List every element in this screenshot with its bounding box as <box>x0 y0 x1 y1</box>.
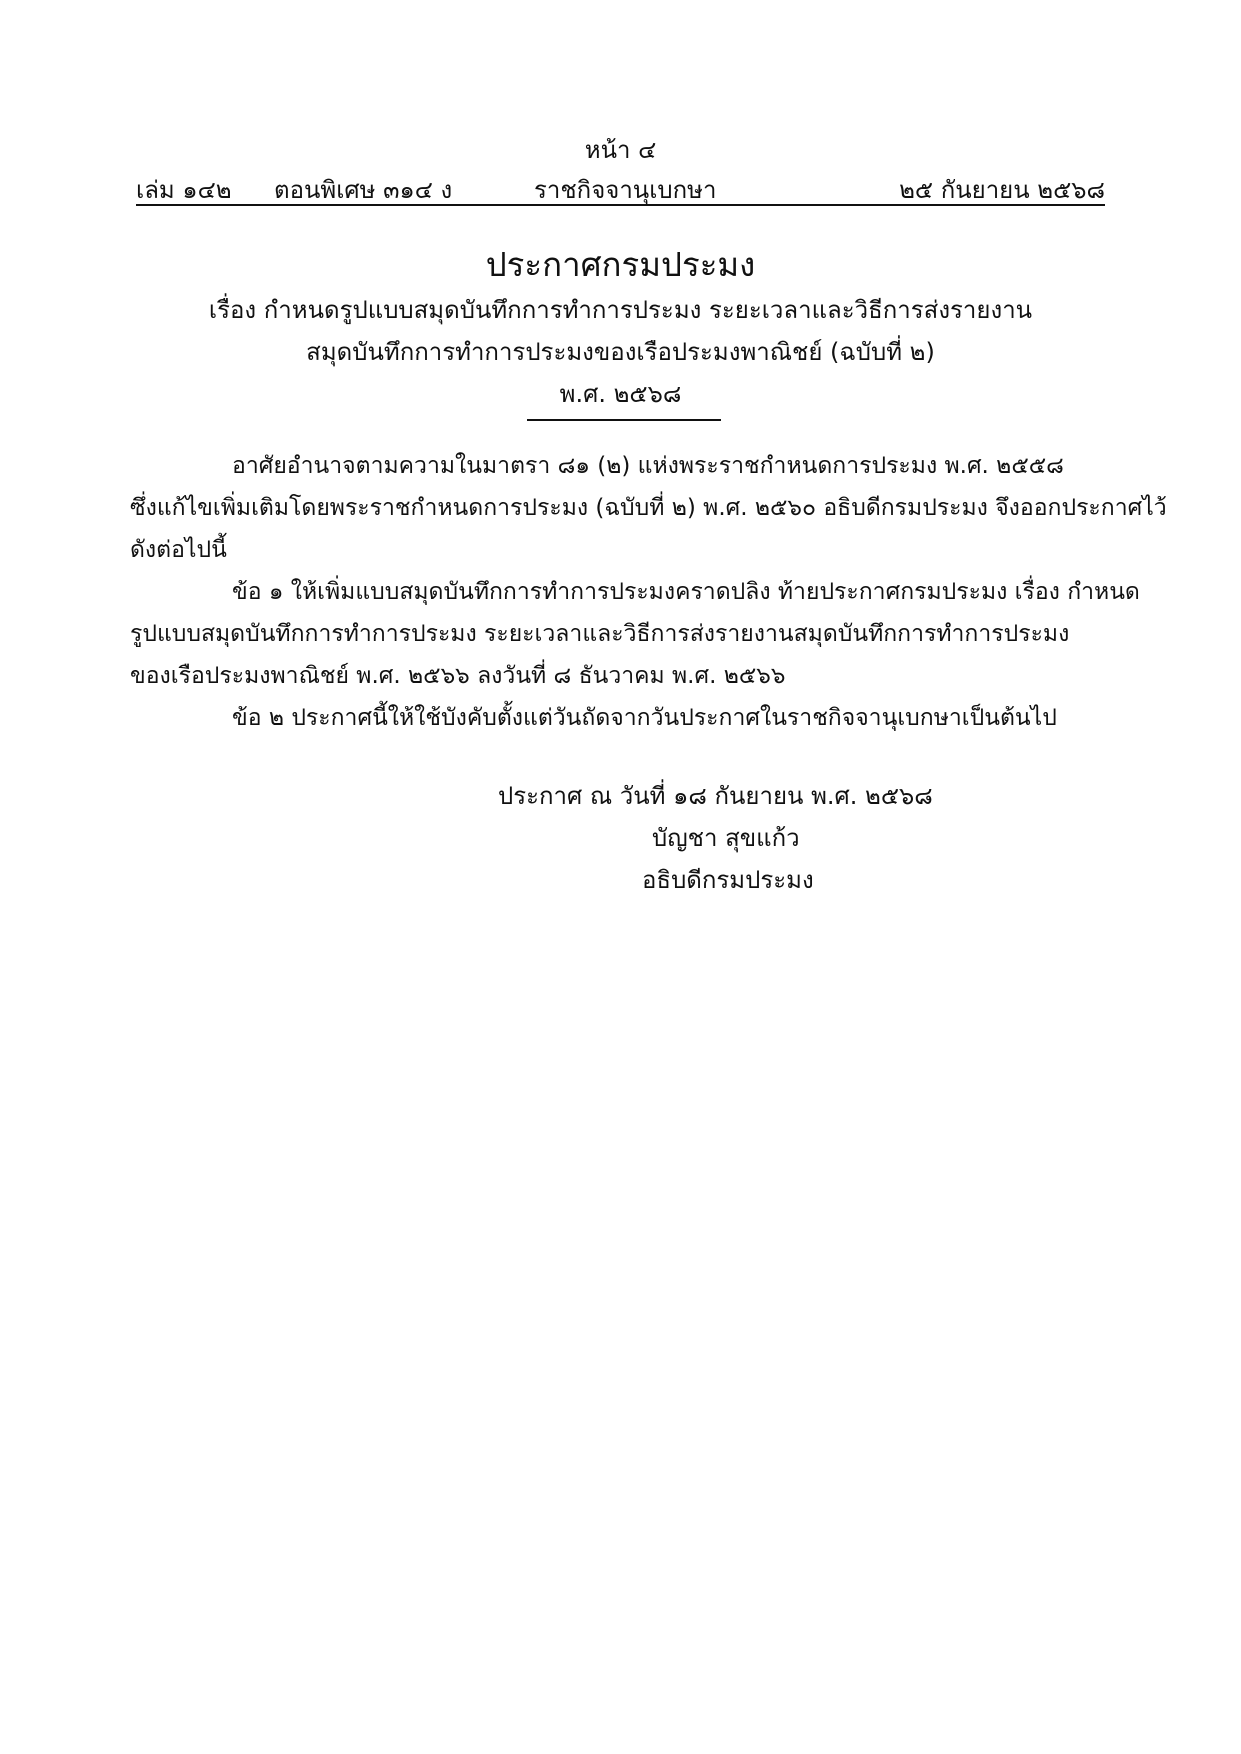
subject-line-2: สมุดบันทึกการทำการประมงของเรือประมงพาณิชย์ (ฉบับที่ ๒) <box>306 338 935 366</box>
header-rule <box>136 204 1105 206</box>
header-publication: ราชกิจจานุเบกษา <box>534 176 717 204</box>
title-divider <box>527 419 721 421</box>
header-date: ๒๕ กันยายน ๒๕๖๘ <box>899 176 1105 204</box>
header-volume: เล่ม ๑๔๒ <box>136 176 232 204</box>
preamble-line-3: ดังต่อไปนี้ <box>130 537 227 563</box>
preamble-line-2: ซึ่งแก้ไขเพิ่มเติมโดยพระราชกำหนดการประมง (ฉบับที่ ๒) พ.ศ. ๒๕๖๐ อธิบดีกรมประมง จึงออกประกาศไว้ <box>130 495 1167 521</box>
clause-1-line-1: ข้อ ๑ ให้เพิ่มแบบสมุดบันทึกการทำการประมงคราดปลิง ท้ายประกาศกรมประมง เรื่อง กำหนด <box>232 579 1140 605</box>
clause-1-line-2: รูปแบบสมุดบันทึกการทำการประมง ระยะเวลาและวิธีการส่งรายงานสมุดบันทึกการทำการประมง <box>130 621 1070 647</box>
signature-date: ประกาศ ณ วันที่ ๑๘ กันยายน พ.ศ. ๒๕๖๘ <box>498 782 933 810</box>
signatory-position: อธิบดีกรมประมง <box>642 866 814 894</box>
header-issue: ตอนพิเศษ ๓๑๔ ง <box>274 176 453 204</box>
signatory-name: บัญชา สุขแก้ว <box>652 824 800 852</box>
announcement-title: ประกาศกรมประมง <box>485 245 756 284</box>
subject-line-1: เรื่อง กำหนดรูปแบบสมุดบันทึกการทำการประมง ระยะเวลาและวิธีการส่งรายงาน <box>208 296 1033 324</box>
clause-1-line-3: ของเรือประมงพาณิชย์ พ.ศ. ๒๕๖๖ ลงวันที่ ๘ ธันวาคม พ.ศ. ๒๕๖๖ <box>130 663 786 689</box>
page-number: หน้า ๔ <box>584 136 657 164</box>
announcement-year: พ.ศ. ๒๕๖๘ <box>559 380 682 408</box>
clause-2-line-1: ข้อ ๒ ประกาศนี้ให้ใช้บังคับตั้งแต่วันถัดจากวันประกาศในราชกิจจานุเบกษาเป็นต้นไป <box>232 705 1057 731</box>
preamble-line-1: อาศัยอำนาจตามความในมาตรา ๘๑ (๒) แห่งพระราชกำหนดการประมง พ.ศ. ๒๕๕๘ <box>232 453 1064 479</box>
